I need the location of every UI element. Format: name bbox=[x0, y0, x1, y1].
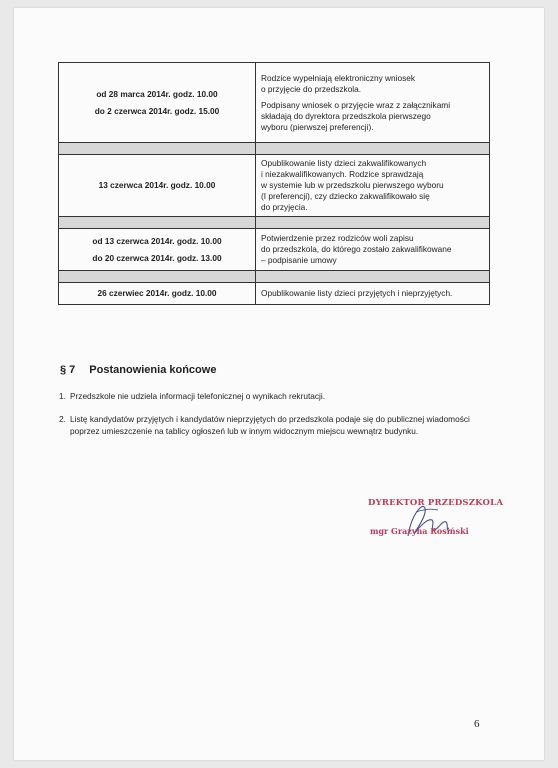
section-title: Postanowienia końcowe bbox=[89, 364, 217, 376]
separator-cell bbox=[256, 143, 490, 155]
schedule-description-line: Rodzice wypełniają elektroniczny wniosek bbox=[261, 72, 416, 83]
stamp-title: DYREKTOR PRZEDSZKOLA bbox=[368, 498, 504, 508]
schedule-date-cell bbox=[59, 229, 256, 271]
schedule-description-paragraph bbox=[261, 233, 484, 266]
separator-cell bbox=[256, 217, 490, 229]
schedule-date-cell bbox=[59, 155, 256, 217]
schedule-date: 26 czerwiec 2014r. godz. 10.00 bbox=[97, 288, 217, 298]
clause-number: 2. bbox=[59, 414, 66, 424]
clause-number: 1. bbox=[59, 391, 66, 401]
schedule-description-line: do przedszkola, do którego zostało zakwalifikowane bbox=[261, 244, 452, 254]
schedule-row bbox=[59, 63, 490, 143]
schedule-description-line: do przyjęcia. bbox=[261, 202, 308, 212]
section-number: § 7 bbox=[60, 364, 76, 376]
schedule-separator-row bbox=[59, 271, 490, 283]
schedule-separator-row bbox=[59, 217, 490, 229]
schedule-description-line: (I preferencji), czy dziecko zakwalifikowało się bbox=[261, 191, 430, 201]
schedule-description-cell bbox=[256, 155, 490, 217]
schedule-date: do 20 czerwca 2014r. godz. 13.00 bbox=[92, 252, 222, 263]
separator-cell bbox=[59, 271, 256, 283]
schedule-date: od 28 marca 2014r. godz. 10.00 bbox=[96, 88, 218, 99]
schedule-description-paragraph bbox=[261, 73, 484, 95]
schedule-row bbox=[59, 155, 490, 217]
section-clauses bbox=[59, 390, 499, 448]
schedule-row bbox=[59, 229, 490, 271]
schedule-description-cell bbox=[256, 229, 490, 271]
schedule-description-cell bbox=[256, 63, 490, 143]
schedule-description-paragraph bbox=[261, 158, 484, 213]
separator-cell bbox=[59, 143, 256, 155]
schedule-description-line: składają do dyrektora przedszkola pierwszego bbox=[261, 110, 431, 121]
schedule-description-paragraph bbox=[261, 288, 484, 299]
schedule-date: 13 czerwca 2014r. godz. 10.00 bbox=[98, 180, 216, 190]
schedule-separator-row bbox=[59, 143, 490, 155]
schedule-description-line: o przyjęcie do przedszkola. bbox=[261, 83, 362, 94]
schedule-description-line: wyboru (pierwszej preferencji). bbox=[261, 121, 374, 132]
schedule-date: do 2 czerwca 2014r. godz. 15.00 bbox=[94, 105, 220, 116]
page-number: 6 bbox=[474, 718, 480, 730]
stamp-name: mgr Grażyna Rosiński bbox=[370, 526, 469, 536]
recruitment-schedule-table bbox=[58, 62, 490, 305]
schedule-description-line: Potwierdzenie przez rodziców woli zapisu bbox=[261, 233, 414, 243]
schedule-description-line: Podpisany wniosek o przyjęcie wraz z załącznikami bbox=[261, 99, 451, 110]
schedule-description-line: – podpisanie umowy bbox=[261, 255, 337, 265]
director-stamp bbox=[350, 496, 504, 548]
schedule-date: od 13 czerwca 2014r. godz. 10.00 bbox=[92, 235, 222, 246]
clause-text: Przedszkole nie udziela informacji telefonicznej o wynikach rekrutacji. bbox=[70, 391, 326, 401]
clause-item bbox=[59, 390, 499, 402]
schedule-date-cell bbox=[59, 283, 256, 305]
schedule-description-cell bbox=[256, 283, 490, 305]
clause-item bbox=[59, 413, 499, 437]
schedule-date-cell bbox=[59, 63, 256, 143]
schedule-description-line: i niezakwalifikowanych. Rodzice sprawdzają bbox=[261, 169, 424, 179]
clause-text: Listę kandydatów przyjętych i kandydatów nieprzyjętych do przedszkola podaje się do publicznej wiadomości poprzez umieszczenie na tablicy ogłoszeń lub w innym widocznym miejscu wewnątrz budynku. bbox=[70, 414, 470, 436]
schedule-description-paragraph bbox=[261, 100, 484, 133]
section-heading bbox=[60, 364, 216, 376]
document-page bbox=[14, 8, 544, 760]
schedule-description-line: w systemie lub w przedszkolu pierwszego wyboru bbox=[261, 180, 444, 190]
schedule-description-line: Opublikowanie listy dzieci zakwalifikowanych bbox=[261, 158, 427, 168]
separator-cell bbox=[59, 217, 256, 229]
separator-cell bbox=[256, 271, 490, 283]
schedule-description-line: Opublikowanie listy dzieci przyjętych i nieprzyjętych. bbox=[261, 288, 453, 298]
schedule-row bbox=[59, 283, 490, 305]
